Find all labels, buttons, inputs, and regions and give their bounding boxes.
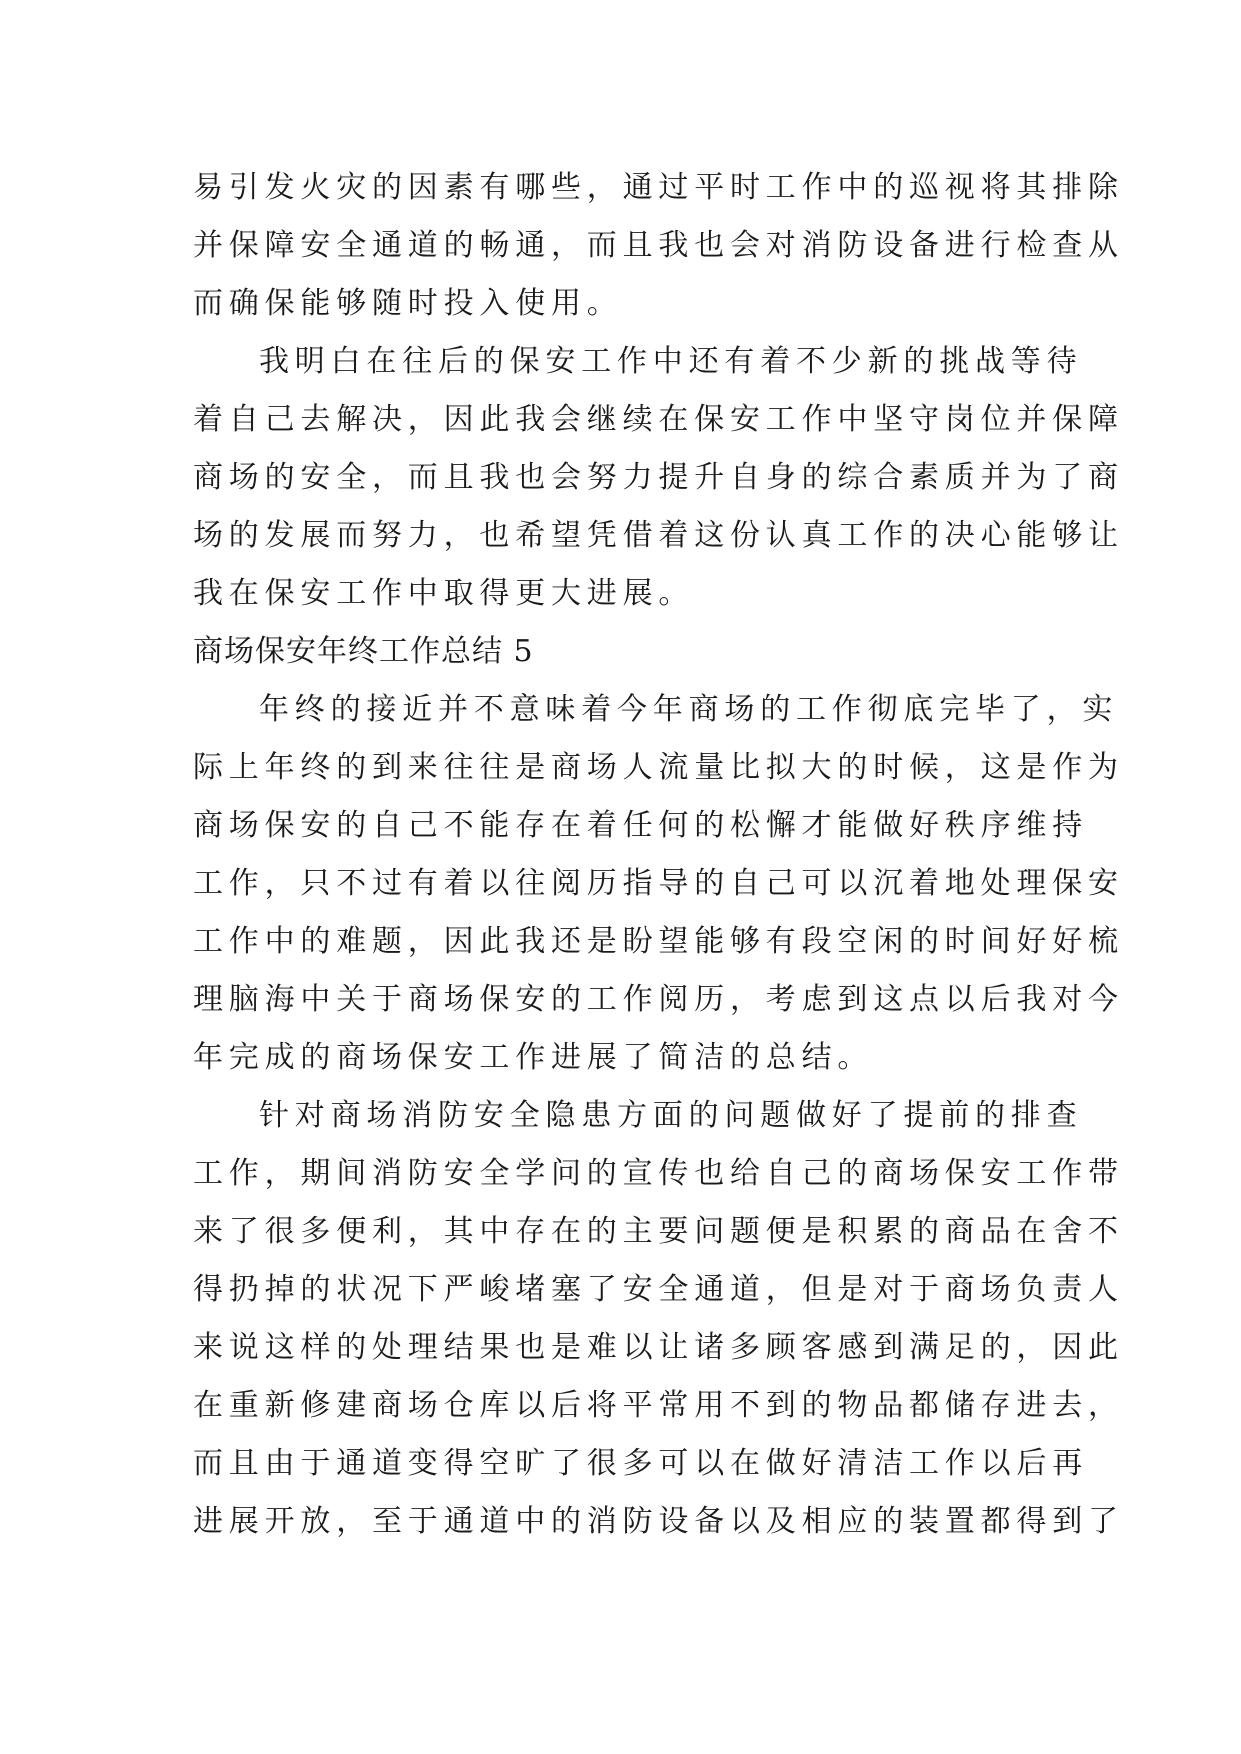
text-line: 来说这样的处理结果也是难以让诸多顾客感到满足的，因此 [193,1330,1124,1365]
text-line: 针对商场消防安全隐患方面的问题做好了提前的排查 [259,1098,1083,1133]
text-line: 并保障安全通道的畅通，而且我也会对消防设备进行检查从 [193,228,1124,263]
text-line: 商场的安全，而且我也会努力提升自身的综合素质并为了商 [193,460,1124,495]
text-line: 着自己去解决，因此我会继续在保安工作中坚守岗位并保障 [193,402,1124,437]
text-line: 我在保安工作中取得更大进展。 [193,576,695,611]
text-line: 在重新修建商场仓库以后将平常用不到的物品都储存进去， [193,1388,1124,1423]
text-line: 际上年终的到来往往是商场人流量比拟大的时候，这是作为 [193,750,1124,785]
text-line: 年完成的商场保安工作进展了简洁的总结。 [193,1040,874,1075]
text-line: 理脑海中关于商场保安的工作阅历，考虑到这点以后我对今 [193,982,1124,1017]
text-line: 而且由于通道变得空旷了很多可以在做好清洁工作以后再 [193,1446,1088,1481]
text-line: 工作，期间消防安全学问的宣传也给自己的商场保安工作带 [193,1156,1124,1191]
text-line: 商场保安的自己不能存在着任何的松懈才能做好秩序维持 [193,808,1088,843]
text-line: 而确保能够随时投入使用。 [193,286,623,321]
text-line: 进展开放，至于通道中的消防设备以及相应的装置都得到了 [193,1504,1124,1539]
section-heading: 商场保安年终工作总结 5 [193,634,534,669]
text-line: 工作，只不过有着以往阅历指导的自己可以沉着地处理保安 [193,866,1124,901]
text-line: 场的发展而努力，也希望凭借着这份认真工作的决心能够让 [193,518,1124,553]
document-body [193,159,1124,1551]
text-line: 我明白在往后的保安工作中还有着不少新的挑战等待 [259,344,1083,379]
text-line: 年终的接近并不意味着今年商场的工作彻底完毕了，实 [259,692,1119,727]
text-line: 来了很多便利，其中存在的主要问题便是积累的商品在舍不 [193,1214,1124,1249]
text-line: 易引发火灾的因素有哪些，通过平时工作中的巡视将其排除 [193,170,1124,205]
text-line: 工作中的难题，因此我还是盼望能够有段空闲的时间好好梳 [193,924,1124,959]
text-line: 得扔掉的状况下严峻堵塞了安全通道，但是对于商场负责人 [193,1272,1124,1307]
